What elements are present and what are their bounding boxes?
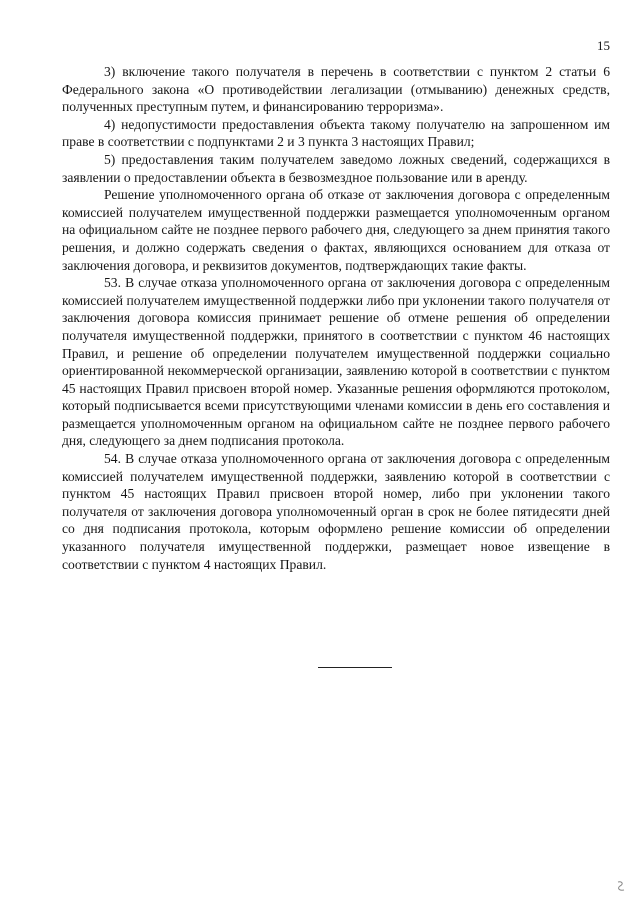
paragraph-item-4: 4) недопустимости предоставления объекта такому получателю на запрошенном им праве в соответствии с подпунктами 2 и 3 пункта 3 настоящих Правил; xyxy=(62,116,610,150)
paragraph-refusal-decision: Решение уполномоченного органа об отказе от заключения договора с определенным комиссией получателем имущественной поддержки размещается уполномоченным органом на официальном сайте не позднее первого рабочего дня, следующего за днем принятия такого решения, и должно содержать сведения о фактах, являющихся основанием для отказа от заключения договора, и реквизитов документов, подтверждающих такие факты. xyxy=(62,187,610,273)
paragraph-item-3: 3) включение такого получателя в перечень в соответствии с пунктом 2 статьи 6 Федерального закона «О противодействии легализации (отмыванию) денежных средств, полученных преступным путем, и финансированию терроризма». xyxy=(62,64,610,115)
document-body xyxy=(62,63,610,573)
paragraph-clause-54: 54. В случае отказа уполномоченного органа от заключения договора с определенным комиссией получателем имущественной поддержки, заявлению которой в соответствии с пунктом 45 настоящих Правил присвоен второй номер, либо при уклонении такого получателя от заключения договора уполномоченный орган в срок не более пятидесяти дней со дня подписания протокола, которым оформлено решение комиссии об определении указанного получателя имущественной поддержки, размещает новое извещение в соответствии с пунктом 4 настоящих Правил. xyxy=(62,451,610,572)
paragraph-item-5: 5) предоставления таким получателем заведомо ложных сведений, содержащихся в заявлении о предоставлении объекта в безвозмездное пользование или в аренду. xyxy=(62,151,610,185)
scan-artifact-mark xyxy=(616,880,626,895)
end-of-text-separator xyxy=(318,667,392,668)
paragraph-clause-53: 53. В случае отказа уполномоченного органа от заключения договора с определенным комиссией получателем имущественной поддержки либо при уклонении такого получателя от заключения договора комиссия принимает решение об отмене решения об определении получателя имущественной поддержки, принятого в соответствии с пунктом 46 настоящих Правил, и решение об определении получателем имущественной поддержки социально ориентированной некоммерческой организации, заявлению которой в соответствии с пунктом 45 настоящих Правил присвоен второй номер. Указанные решения оформляются протоколом, который подписывается всеми присутствующими членами комиссии в день его составления и размещается уполномоченным органом на официальном сайте не позднее первого рабочего дня, следующего за днем подписания протокола. xyxy=(62,275,610,449)
scan-artifact-icon xyxy=(616,880,626,892)
page-number: 15 xyxy=(597,38,610,53)
